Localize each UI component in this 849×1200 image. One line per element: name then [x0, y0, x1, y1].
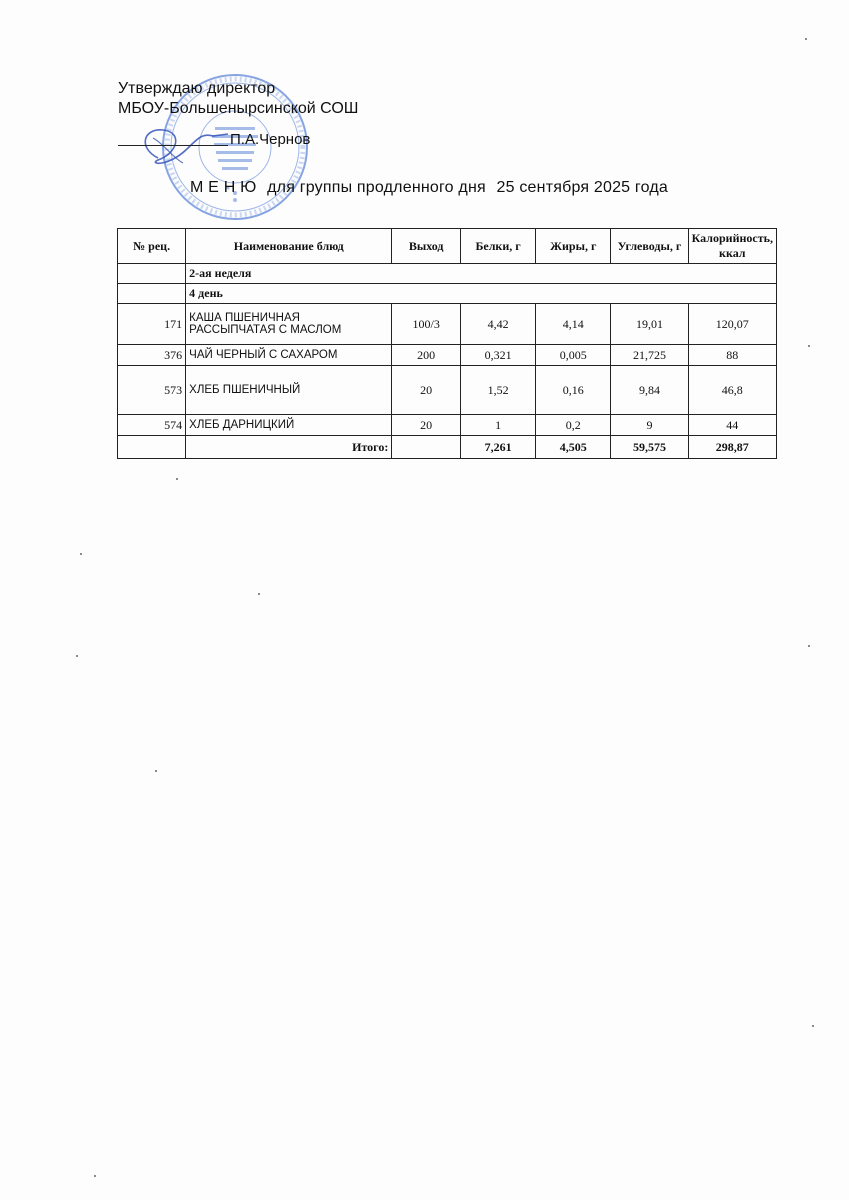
total-calories: 298,87	[688, 436, 776, 459]
signature-line	[118, 145, 228, 146]
header-fats: Жиры, г	[536, 229, 611, 264]
day-row	[118, 284, 777, 304]
total-row	[118, 436, 777, 459]
dish-output: 20	[392, 366, 461, 415]
dish-carbs: 19,01	[611, 304, 688, 345]
total-carbs: 59,575	[611, 436, 688, 459]
dish-carbs: 9,84	[611, 366, 688, 415]
scan-speck	[155, 770, 157, 772]
scan-speck	[176, 478, 178, 480]
menu-title-group: для группы продленного дня	[267, 179, 486, 196]
dish-output: 100/3	[392, 304, 461, 345]
header-calories: Калорийность, ккал	[688, 229, 776, 264]
menu-title-word: М Е Н Ю	[190, 179, 257, 196]
dish-carbs: 21,725	[611, 345, 688, 366]
header-num: № рец.	[118, 229, 186, 264]
scan-speck	[812, 1025, 814, 1027]
recipe-num: 171	[118, 304, 186, 345]
week-empty-cell	[118, 264, 186, 284]
director-signature	[128, 118, 238, 178]
scan-speck	[805, 38, 807, 40]
approval-block	[118, 79, 358, 119]
scan-speck	[258, 593, 260, 595]
table-row	[118, 415, 777, 436]
scan-speck	[94, 1175, 96, 1177]
dish-name: ЧАЙ ЧЕРНЫЙ С САХАРОМ	[186, 345, 392, 366]
recipe-num: 573	[118, 366, 186, 415]
dish-name: КАША ПШЕНИЧНАЯ РАССЫПЧАТАЯ С МАСЛОМ	[186, 304, 392, 345]
recipe-num: 574	[118, 415, 186, 436]
recipe-num: 376	[118, 345, 186, 366]
dish-proteins: 1,52	[461, 366, 536, 415]
dish-proteins: 0,321	[461, 345, 536, 366]
dish-output: 200	[392, 345, 461, 366]
dish-calories: 44	[688, 415, 776, 436]
scan-speck	[76, 655, 78, 657]
total-proteins: 7,261	[461, 436, 536, 459]
dish-name: ХЛЕБ ПШЕНИЧНЫЙ	[186, 366, 392, 415]
dish-proteins: 1	[461, 415, 536, 436]
scan-speck	[808, 345, 810, 347]
approval-line-1: Утверждаю директор	[118, 80, 276, 97]
total-empty-cell	[118, 436, 186, 459]
dish-output: 20	[392, 415, 461, 436]
dish-fats: 0,2	[536, 415, 611, 436]
header-output: Выход	[392, 229, 461, 264]
week-row	[118, 264, 777, 284]
table-row	[118, 345, 777, 366]
dish-fats: 0,16	[536, 366, 611, 415]
total-output-empty	[392, 436, 461, 459]
dish-calories: 46,8	[688, 366, 776, 415]
dish-calories: 120,07	[688, 304, 776, 345]
header-name: Наименование блюд	[186, 229, 392, 264]
menu-title-date: 25 сентября 2025 года	[496, 179, 668, 196]
total-label: Итого:	[186, 436, 392, 459]
dish-fats: 4,14	[536, 304, 611, 345]
scan-speck	[808, 645, 810, 647]
dish-proteins: 4,42	[461, 304, 536, 345]
table-row	[118, 304, 777, 345]
table-row	[118, 366, 777, 415]
signer-name: П.А.Чернов	[230, 131, 311, 148]
day-label: 4 день	[186, 284, 777, 304]
menu-title	[190, 179, 674, 197]
table-header-row	[118, 229, 777, 264]
menu-table	[117, 228, 777, 459]
total-fats: 4,505	[536, 436, 611, 459]
day-empty-cell	[118, 284, 186, 304]
scan-speck	[80, 553, 82, 555]
dish-carbs: 9	[611, 415, 688, 436]
dish-fats: 0,005	[536, 345, 611, 366]
week-label: 2-ая неделя	[186, 264, 777, 284]
header-proteins: Белки, г	[461, 229, 536, 264]
dish-name: ХЛЕБ ДАРНИЦКИЙ	[186, 415, 392, 436]
dish-calories: 88	[688, 345, 776, 366]
header-carbs: Углеводы, г	[611, 229, 688, 264]
approval-line-2: МБОУ-Большенырсинской СОШ	[118, 100, 359, 117]
